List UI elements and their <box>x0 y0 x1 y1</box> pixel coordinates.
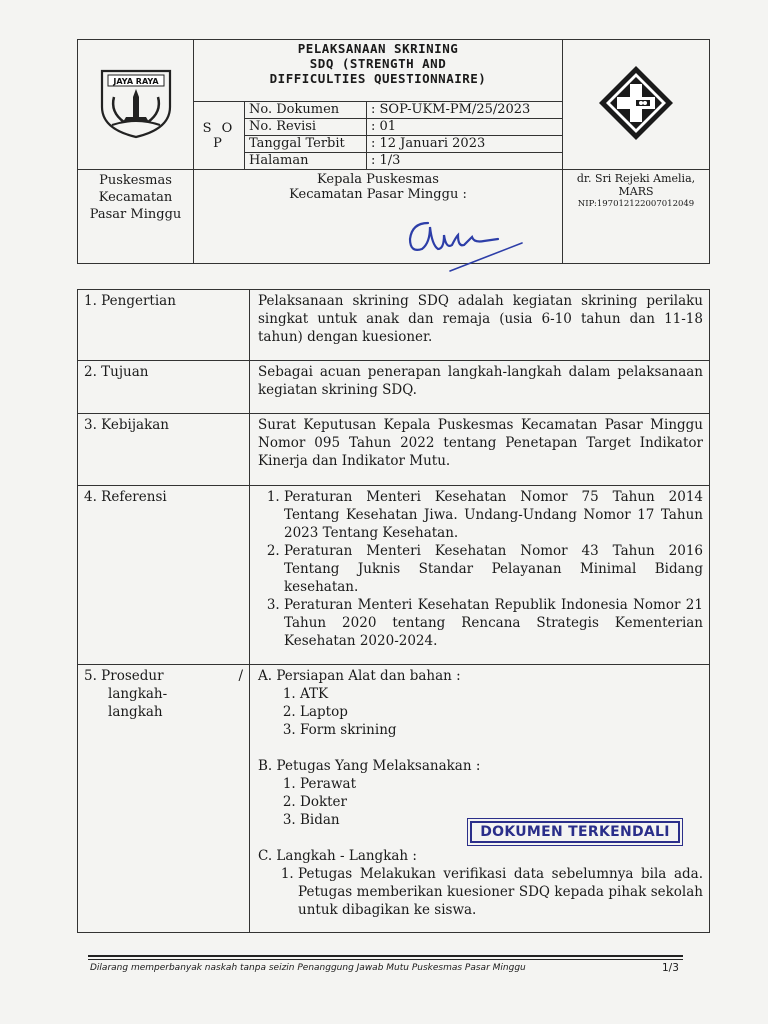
jaya-raya-emblem-icon <box>96 67 176 139</box>
jaya-raya-logo-cell <box>78 40 194 170</box>
list-item: 2. Laptop <box>300 703 703 721</box>
signer-name: dr. Sri Rejeki Amelia, <box>576 172 696 185</box>
info-row <box>245 102 562 119</box>
document-title <box>194 40 563 102</box>
section-label: 3. Kebijakan <box>78 414 250 486</box>
info-value: : SOP-UKM-PM/25/2023 <box>367 102 563 119</box>
svg-text:JAYA RAYA: JAYA RAYA <box>112 76 159 86</box>
signer-cell <box>563 170 710 264</box>
section-row-tujuan <box>78 361 710 414</box>
section-text: Surat Keputusan Kepala Puskesmas Kecamatan Pasar Minggu Nomor 095 Tahun 2022 tentang Penetapan Target Indikator Kinerja dan Indikator Mutu. <box>250 414 710 486</box>
list-item: 3. Form skrining <box>300 721 703 739</box>
subsection-title-b: B. Petugas Yang Melaksanakan : <box>258 758 481 774</box>
signer-degree: MARS <box>618 185 654 198</box>
info-label: Halaman <box>245 153 367 170</box>
section-text: Sebagai acuan penerapan langkah-langkah dalam pelaksanaan kegiatan skrining SDQ. <box>250 361 710 414</box>
reference-list <box>258 488 703 650</box>
info-row <box>245 119 562 136</box>
footer-divider <box>88 959 683 960</box>
section-label: 4. Referensi <box>78 486 250 665</box>
approver-line: Kepala Puskesmas <box>317 172 439 187</box>
signer-nip: NIP:197012122007012049 <box>577 199 695 209</box>
section-row-referensi <box>78 486 710 665</box>
list-item: 1. Perawat <box>300 775 703 793</box>
info-label: Tanggal Terbit <box>245 136 367 153</box>
footer-divider <box>88 955 683 957</box>
subsection-title-c: C. Langkah - Langkah : <box>258 848 417 864</box>
puskesmas-logo-cell <box>563 40 710 170</box>
list-item: 2. Dokter <box>300 793 703 811</box>
info-value: : 1/3 <box>367 153 563 170</box>
info-row <box>245 136 562 153</box>
info-label: No. Dokumen <box>245 102 367 119</box>
info-label: No. Revisi <box>245 119 367 136</box>
title-line-2: SDQ (STRENGTH AND <box>309 56 447 71</box>
list-item: 3. Bidan <box>300 811 703 829</box>
list-item: 1. Petugas Melakukan verifikasi data sebelumnya bila ada. Petugas memberikan kuesioner SDQ kepada pihak sekolah untuk dibagikan ke siswa. <box>298 865 703 919</box>
materials-list <box>258 685 703 739</box>
subsection-title-a: A. Persiapan Alat dan bahan : <box>258 668 461 684</box>
org-line: Kecamatan <box>98 190 173 205</box>
organization-name <box>78 170 194 264</box>
section-text: Pelaksanaan skrining SDQ adalah kegiatan skrining perilaku singkat untuk anak dan remaja (usia 6-10 tahun dan 11-18 tahun) dengan kuesioner. <box>250 290 710 361</box>
prosedur-label-line: langkah <box>108 704 163 720</box>
document-info-table <box>245 102 562 169</box>
section-label: 2. Tujuan <box>78 361 250 414</box>
reference-item: 2. Peraturan Menteri Kesehatan Nomor 43 Tahun 2016 Tentang Juknis Standar Pelayanan Minimal Bidang kesehatan. <box>284 542 703 596</box>
prosedur-label-line: 5. Prosedur <box>84 668 164 684</box>
info-row <box>245 153 562 170</box>
info-value: : 12 Januari 2023 <box>367 136 563 153</box>
prosedur-label-line: langkah- <box>108 686 168 702</box>
puskesmas-cross-logo-icon <box>597 64 675 142</box>
section-label: 1. Pengertian <box>78 290 250 361</box>
controlled-document-stamp: DOKUMEN TERKENDALI <box>470 821 680 843</box>
document-header <box>77 39 710 264</box>
title-line-3: DIFFICULTIES QUESTIONNAIRE) <box>269 71 487 86</box>
footer-note: Dilarang memperbanyak naskah tanpa seizin Penanggung Jawab Mutu Puskesmas Pasar Minggu <box>90 963 526 973</box>
section-row-kebijakan <box>78 414 710 486</box>
section-label <box>78 665 250 933</box>
section-text <box>250 486 710 665</box>
reference-item: 3. Peraturan Menteri Kesehatan Republik Indonesia Nomor 21 Tahun 2020 tentang Rencana Strategis Kementerian Kesehatan 2020-2024. <box>284 596 703 650</box>
sop-label: S O P <box>194 102 245 170</box>
document-info-cell <box>245 102 563 170</box>
org-line: Puskesmas <box>99 173 172 188</box>
reference-item: 1. Peraturan Menteri Kesehatan Nomor 75 Tahun 2014 Tentang Kesehatan Jiwa. Undang-Undang Nomor 17 Tahun 2023 Tentang Kesehatan. <box>284 488 703 542</box>
list-item: 1. ATK <box>300 685 703 703</box>
title-line-1: PELAKSANAAN SKRINING <box>297 41 459 56</box>
page-number: 1/3 <box>662 962 679 974</box>
org-line: Pasar Minggu <box>89 207 182 222</box>
section-row-pengertian <box>78 290 710 361</box>
approver-line: Kecamatan Pasar Minggu : <box>289 187 467 202</box>
signature-icon <box>400 205 530 275</box>
slash-mark: / <box>238 668 243 684</box>
steps-list <box>258 865 703 919</box>
section-row-prosedur <box>78 665 710 933</box>
section-text <box>250 665 710 933</box>
info-value: : 01 <box>367 119 563 136</box>
